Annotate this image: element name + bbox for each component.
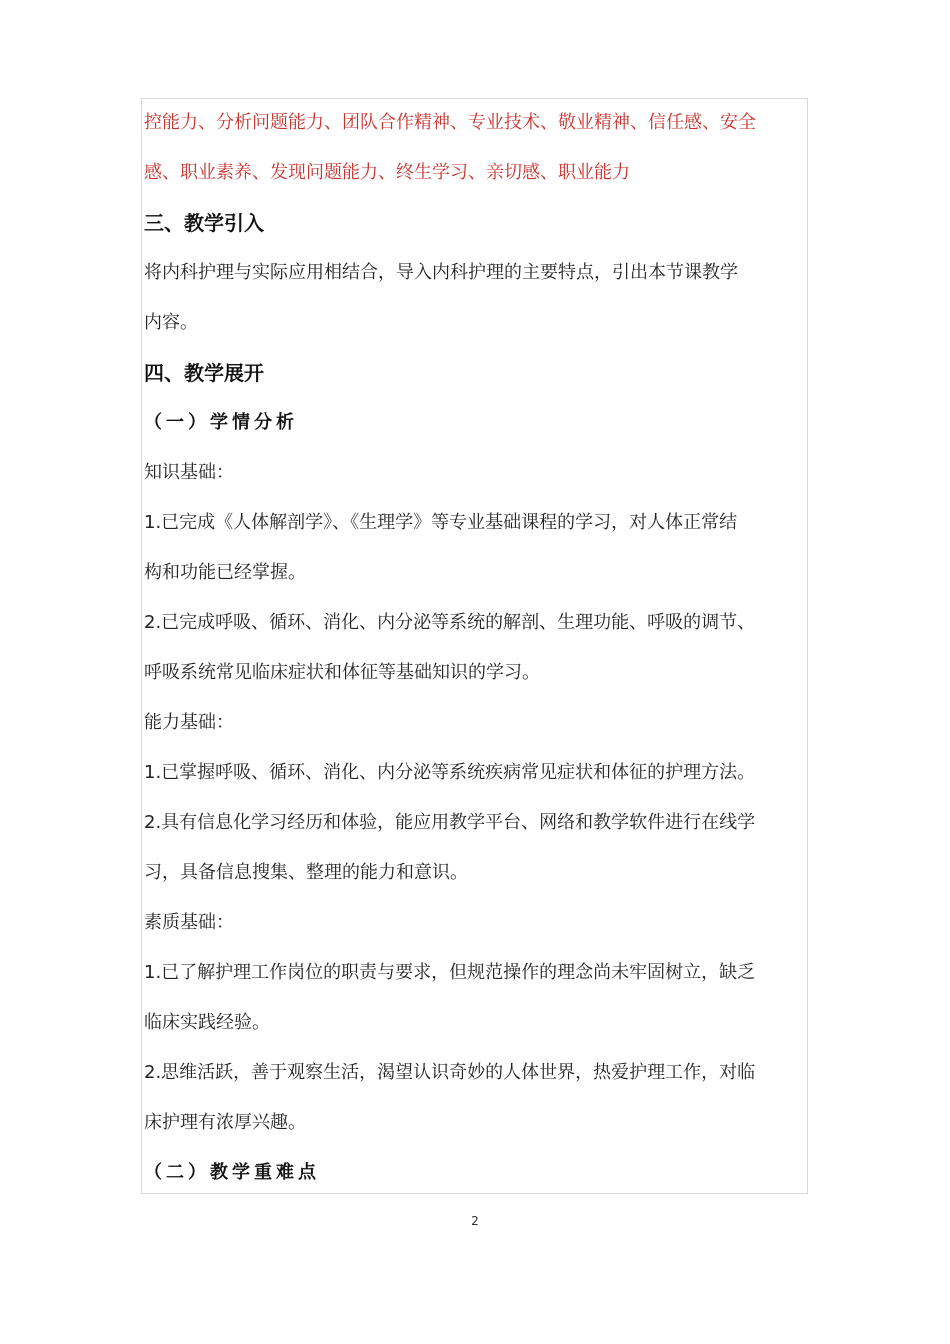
list-item-line: 2.已完成呼吸、循环、消化、内分泌等系统的解剖、生理功能、呼吸的调节、 [144,612,756,633]
page-number: 2 [471,1214,479,1228]
list-item-line: 习，具备信息搜集、整理的能力和意识。 [144,862,468,883]
competency-line-1: 控能力、分析问题能力、团队合作精神、专业技术、敬业精神、信任感、安全 [144,112,756,133]
section-heading-teaching-development: 四、教学展开 [144,361,264,385]
list-item-line: 1.已完成《人体解剖学》、《生理学》等专业基础课程的学习，对人体正常结 [144,512,738,533]
section-heading-teaching-intro: 三、教学引入 [144,211,264,235]
list-item-line: 构和功能已经掌握。 [144,562,306,583]
list-item-line: 1.已掌握呼吸、循环、消化、内分泌等系统疾病常见症状和体征的护理方法。 [144,762,756,783]
subheading-key-difficult-points: （二）教学重难点 [144,1162,320,1183]
list-item-line: 床护理有浓厚兴趣。 [144,1112,306,1133]
competency-line-2: 感、职业素养、发现问题能力、终生学习、亲切感、职业能力 [144,162,630,183]
list-item-line: 临床实践经验。 [144,1012,270,1033]
subheading-learner-analysis: （一）学情分析 [144,412,298,433]
label-knowledge-base: 知识基础： [144,462,234,483]
list-item-line: 呼吸系统常见临床症状和体征等基础知识的学习。 [144,662,540,683]
list-item-line: 2.思维活跃，善于观察生活，渴望认识奇妙的人体世界，热爱护理工作，对临 [144,1062,756,1083]
label-ability-base: 能力基础： [144,712,234,733]
list-item-line: 1.已了解护理工作岗位的职责与要求，但规范操作的理念尚未牢固树立，缺乏 [144,962,756,983]
document-body [144,98,784,1198]
paragraph-line: 将内科护理与实际应用相结合，导入内科护理的主要特点，引出本节课教学 [144,262,738,283]
label-quality-base: 素质基础： [144,912,234,933]
list-item-line: 2.具有信息化学习经历和体验，能应用教学平台、网络和教学软件进行在线学 [144,812,756,833]
paragraph-line: 内容。 [144,312,198,333]
